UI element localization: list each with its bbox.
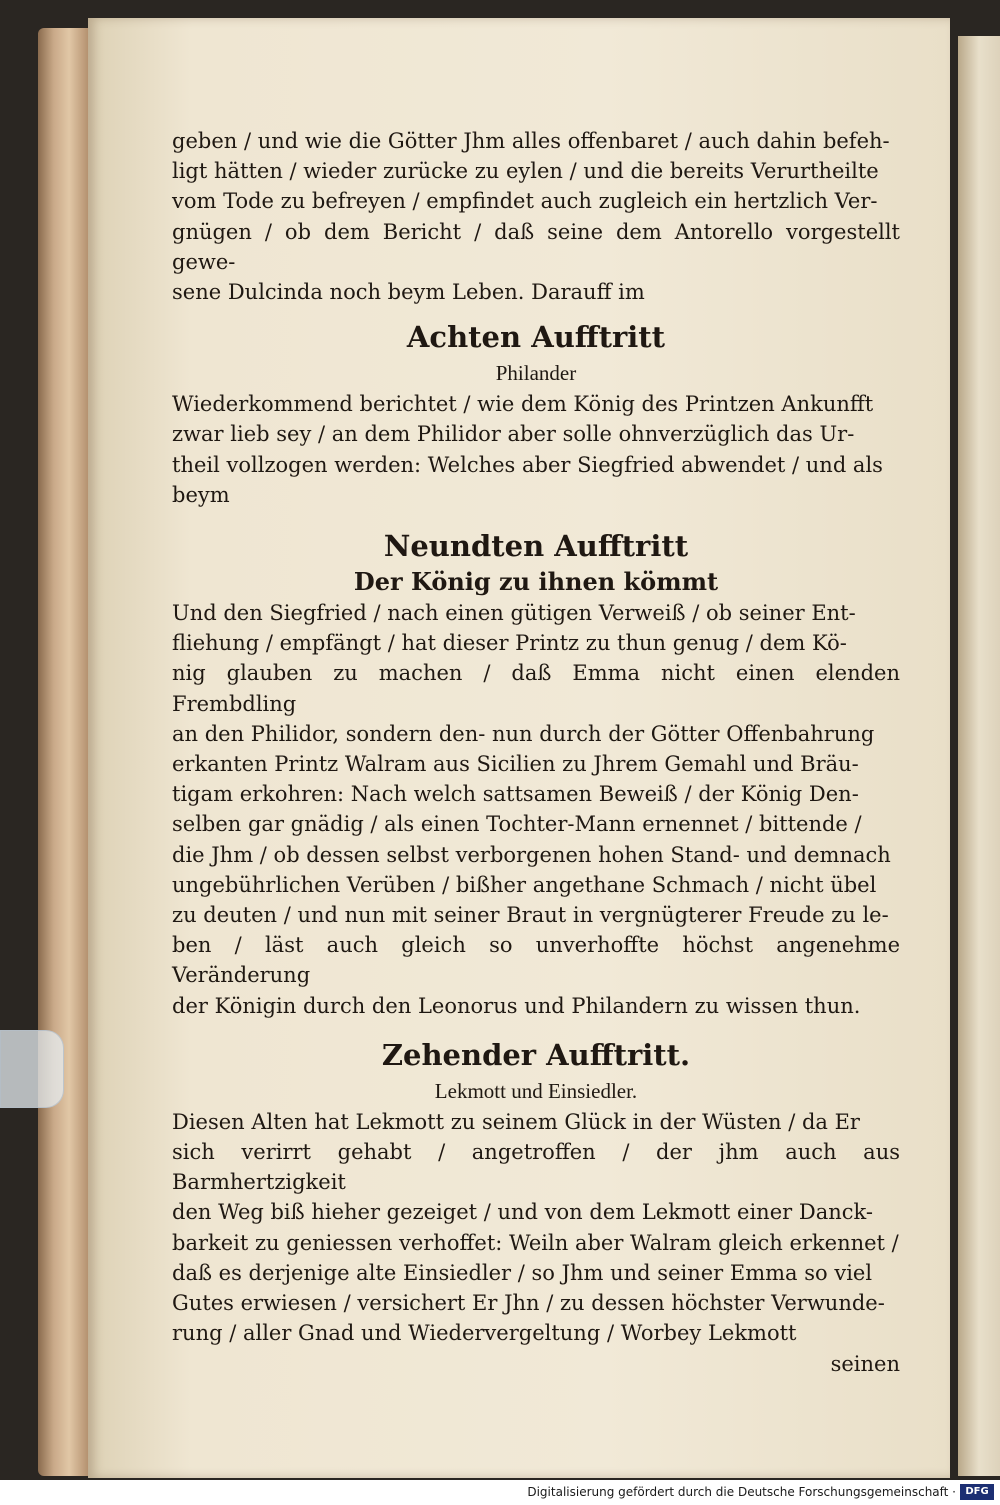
page-text: [172, 126, 900, 1379]
paragraph-4: Diesen Alten hat Lekmott zu seinem Glück in der Wüsten / da Er sich verirrt gehabt / angetroffen / der jhm auch aus Barmhertzigkeit den Weg biß hieher gezeiget / und von dem Lekmott einer Danck- barkeit zu geniessen verhoffet: Weiln aber Walram gleich erkennet / daß es derjenige alte Einsiedler / so Jhm und seiner Emma so viel Gutes erwiesen / versichert Er Jhn / zu dessen höchster Verwunde- rung / aller Gnad und Wiedervergeltung / Worbey Lekmott: [172, 1109, 900, 1346]
dfg-logo-icon: DFG: [960, 1484, 994, 1500]
paragraph-2: Wiederkommend berichtet / wie dem König des Printzen Ankunfft zwar lieb sey / an dem Philidor aber solle ohnverzüglich das Ur- theil vollzogen werden: Welches aber Siegfried abwendet / und als beym: [172, 392, 883, 507]
heading-neundten-aufftritt: Neundten Aufftritt: [383, 529, 689, 564]
paragraph-1: geben / und wie die Götter Jhm alles offenbaret / auch dahin befeh- ligt hätten / wieder zurücke zu eylen / und die bereits Verurtheilte vom Tode zu befreyen / empfindet auch zugleich ein hertzlich Ver- gnügen / ob dem Bericht / daß seine dem Antorello vorgestellt gewe- sene Dulcinda noch beym Leben. Darauff im: [172, 129, 900, 305]
paragraph-3: Und den Siegfried / nach einen gütigen Verweiß / ob seiner Ent- fliehung / empfängt / hat dieser Printz zu thun genug / dem Kö- nig glauben zu machen / daß Emma nicht einen elenden Frembdling an den Philidor, sondern den- nun durch der Götter Offenbahrung erkanten Printz Walram aus Sicilien zu Jhrem Gemahl und Bräu- tigam erkohren: Nach welch sattsamen Beweiß / der König Den- selben gar gnädig / als einen Tochter-Mann ernennet / bittende / die Jhm / ob dessen selbst verborgenen hohen Stand- und demnach ungebührlichen Verüben / bißher angethane Schmach / nicht übel zu deuten / und nun mit seiner Braut in vergnügterer Freude zu le- ben / läst auch gleich so unverhoffte höchst angenehme Veränderung der Königin durch den Leonorus und Philandern zu wissen thun.: [172, 601, 900, 1018]
heading-achten-auftritt: Achten Aufftritt: [406, 320, 666, 355]
subheading-lekmott: Lekmott und Einsiedler.: [434, 1078, 638, 1103]
book-binding: [38, 28, 90, 1476]
bookmark-tab: [0, 1030, 64, 1108]
footer-credit: Digitalisierung gefördert durch die Deutsche Forschungsgemeinschaft ·: [527, 1485, 956, 1499]
catchword: seinen: [830, 1351, 900, 1376]
adjacent-page-edge: [958, 36, 1000, 1476]
heading-zehender-aufftritt: Zehender Aufftritt.: [381, 1037, 691, 1072]
subheading-philander: Philander: [495, 361, 577, 386]
subheading-koenig: Der König zu ihnen kömmt: [353, 567, 719, 597]
